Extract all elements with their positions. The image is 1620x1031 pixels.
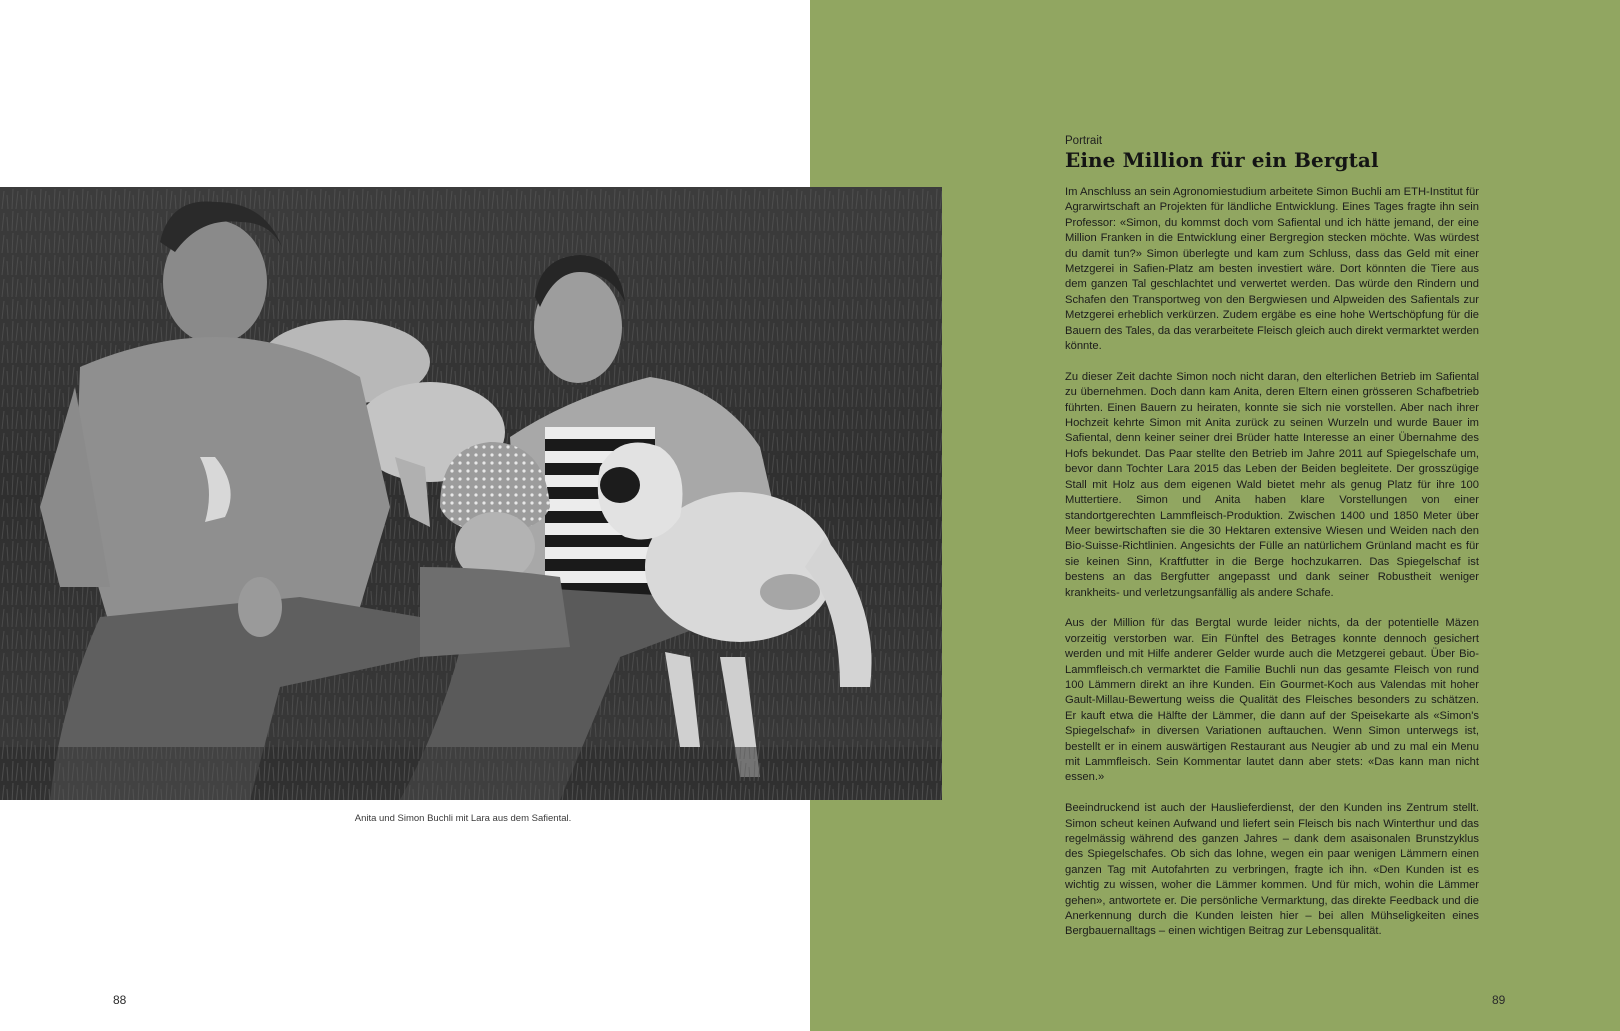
article-kicker: Portrait xyxy=(1065,135,1103,147)
article-paragraph-1: Im Anschluss an sein Agronomiestudium arbeitete Simon Buchli am ETH-Institut für Agrarwirtschaft an Projekten für ländliche Entwicklung. Eines Tages fragte ihn sein Professor: «Simon, du kommst doch vom Safiental und ich hätte jemand, der eine Million Franken in die Entwicklung einer Bergregion stecken möchte. Was würdest du damit tun?» Simon überlegte und kam zum Schluss, dass das Geld mit einer Metzgerei in Safien-Platz am besten investiert wäre. Dort könnten die Tiere aus dem ganzen Tal geschlachtet und verwertet werden. Das würde den Rindern und Schafen den Transportweg von den Bergwiesen und Alpweiden des Safientals zur Metzgerei erheblich verkürzen. Zudem ergäbe es eine hohe Wertschöpfung für die Bauern des Tales, da das verarbeitete Fleisch gleich auch direkt vermarktet werden könnte. xyxy=(1065,186,1479,353)
article-title: Eine Million für ein Bergtal xyxy=(1065,148,1379,172)
article-paragraph-4: Beeindruckend ist auch der Hauslieferdienst, der den Kunden ins Zentrum stellt. Simon scheut keinen Aufwand und liefert sein Fleisch bis nach Winterthur und das regelmässig während des ganzen Jahres – dank dem asaisonalen Brunstzyklus des Spiegelschafes. Ob sich das lohne, wegen ein paar wenigen Lämmern einen ganzen Tag mit Autofahrten zu verbringen, fragte ich ihn. «Den Kunden ist es wichtig zu wissen, woher die Lämmer kommen. Und für mich, wohin die Lämmer gehen», antwortete er. Die persönliche Vermarktung, das direkte Feedback und die Anerkennung durch die Kunden leisten hier – bei allen Mühseligkeiten eines Bergbauernalltags – einen wichtigen Beitrag zur Lebensqualität. xyxy=(1065,802,1479,938)
photo-caption: Anita und Simon Buchli mit Lara aus dem Safiental. xyxy=(354,813,572,824)
article-paragraph-3: Aus der Million für das Bergtal wurde leider nichts, da der potentielle Mäzen vorzeitig verstorben war. Ein Fünftel des Betrages konnte dennoch gesichert werden und mit Hilfe anderer Gelder wurde auch die Metzgerei gebaut. Über Bio-Lammfleisch.ch vermarktet die Familie Buchli nun das gesamte Fleisch von rund 100 Lämmern direkt an ihre Kunden. Ein Gourmet-Koch aus Valendas mit hoher Gault-Millau-Bewertung weiss die Qualität des Fleisches besonders zu schätzen. Er kauft etwa die Hälfte der Lämmer, die dann auf der Speisekarte als «Simon's Spiegelschaf» in diversen Variationen auftauchen. Wenn Simon unterwegs ist, bestellt er in einem auswärtigen Restaurant aus Neugier ab und zu mal ein Menu mit Lammfleisch. Sein Kommentar lautet dann aber stets: «Das kann man nicht essen.» xyxy=(1065,617,1479,784)
article-paragraph-2: Zu dieser Zeit dachte Simon noch nicht daran, den elterlichen Betrieb im Safiental zu übernehmen. Doch dann kam Anita, deren Eltern einen grösseren Schafbetrieb führten. Einen Bauern zu heiraten, konnte sie sich nie vorstellen. Aber nach ihrer Hochzeit kehrte Simon mit Anita zurück zu seinen Wurzeln und wurde Bauer im Safiental, denn keiner seiner drei Brüder hatte Interesse an einer Übernahme des Hofs bekundet. Das Paar stellte den Betrieb im Jahre 2011 auf Spiegelschafe um, bevor dann Tochter Lara 2015 das Leben der Beiden begleitete. Der grosszügige Stall mit Holz aus dem eigenen Wald bietet mehr als genug Platz für ihre 100 Muttertiere. Simon und Anita haben klare Vorstellungen von einer standortgerechten Lammfleisch-Produktion. Zwischen 1400 und 1850 Meter über Meer bewirtschaften sie die 30 Hektaren extensive Wiesen und Weiden nach den Bio-Suisse-Richtlinien. Angesichts der Fülle an natürlichem Grünland macht es für sie keinen Sinn, Kraftfutter in die Berge hochzukarren. Das Spiegelschaf ist bestens an das Bergfutter angepasst und dank seiner Robustheit weniger krankheits- und verletzungsanfällig als andere Schafe. xyxy=(1065,370,1479,599)
family-photo xyxy=(0,187,942,800)
page-number-left: 88 xyxy=(113,993,127,1007)
page-number-right: 89 xyxy=(1492,993,1506,1007)
article xyxy=(1065,135,1479,955)
